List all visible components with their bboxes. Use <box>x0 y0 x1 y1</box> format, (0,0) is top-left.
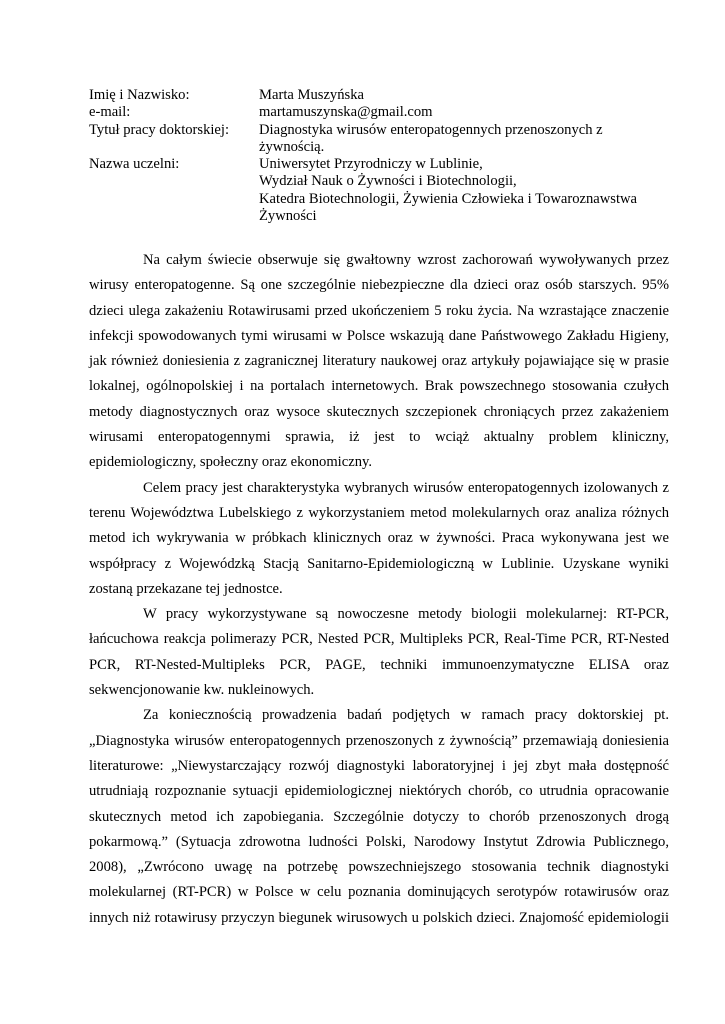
text-line: innych niż rotawirusy przyczyn biegunek wirusowych u polskich dzieci. Znajomość epidemiologii <box>89 909 669 926</box>
text-line: Na całym świecie obserwuje się gwałtowny wzrost zachorowań wywoływanych przez <box>143 252 669 268</box>
text-line: metod ich wykrywania w próbkach klinicznych oraz w żywności. Praca wykonywana jest we <box>89 530 669 547</box>
text-line: molekularnej (RT-PCR) w Polsce w celu poznania dominujących serotypów rotawirusów oraz <box>89 884 669 901</box>
text-line: Celem pracy jest charakterystyka wybranych wirusów enteropatogennych izolowanych z <box>143 479 669 496</box>
thesis-label: Tytuł pracy doktorskiej: <box>89 121 230 138</box>
body-text <box>89 248 669 931</box>
text-line: zostaną przekazane tej jednostce. <box>89 580 283 597</box>
text-line: 2008), „Zwrócono uwagę na potrzebę powszechniejszego stosowania technik diagnostyki <box>89 859 669 876</box>
paragraph-1 <box>89 248 669 476</box>
email-label: e-mail: <box>89 104 131 121</box>
email-value-text: martamuszynska@gmail.com <box>259 104 433 121</box>
university-line: Katedra Biotechnologii, Żywienia Człowieka i Towaroznawstwa <box>259 190 638 207</box>
paragraph-2 <box>89 476 669 602</box>
text-line: epidemiologiczny, społeczny oraz ekonomiczny. <box>89 454 372 471</box>
text-line: sekwencjonowanie kw. nukleinowych. <box>89 682 315 699</box>
text-line: metody diagnostycznych oraz wysoce skutecznych szczepionek chroniących przez zakażeniem <box>89 403 669 420</box>
text-line: PCR, RT-Nested-Multipleks PCR, PAGE, techniki immunoenzymatyczne ELISA oraz <box>89 656 669 673</box>
paragraph-4 <box>89 703 669 931</box>
text-line: literaturowe: „Niewystarczający rozwój diagnostyki laboratoryjnej i jej zbyt mała dostępność <box>89 757 669 774</box>
text-line: lokalnej, ogólnopolskiej i na portalach internetowych. Brak powszechnego stosowania czułych <box>89 378 669 395</box>
text-line: skutecznych metod ich zapobiegania. Szczególnie dotyczy to chorób przenoszonych drogą <box>89 808 669 825</box>
text-line: pokarmową.” (Sytuacja zdrowotna ludności Polski, Narodowy Instytut Zdrowia Publicznego, <box>89 833 669 850</box>
name-row <box>89 87 669 104</box>
text-line: infekcji spowodowanych tymi wirusami w Polsce wskazują dane Państwowego Zakładu Higieny, <box>89 327 669 344</box>
paragraph-3 <box>89 602 669 703</box>
text-line: terenu Województwa Lubelskiego z wykorzystaniem metod molekularnych oraz analiza różnych <box>89 504 669 521</box>
text-line: wirusy enteropatogenne. Są one szczególnie niebezpieczne dla dzieci oraz osób starszych. 95% <box>89 277 669 294</box>
university-line: Żywności <box>259 208 317 225</box>
name-label: Imię i Nazwisko: <box>89 87 190 103</box>
thesis-value <box>259 122 669 157</box>
text-line: wirusami enteropatogennymi sprawia, iż jest to wciąż aktualny problem kliniczny, <box>89 429 669 446</box>
author-info-block <box>89 87 669 225</box>
text-line: dzieci ulega zakażeniu Rotawirusami przed ukończeniem 5 roku życia. Na wzrastające znaczenie <box>89 302 669 319</box>
university-line: Uniwersytet Przyrodniczy w Lublinie, <box>259 156 483 173</box>
thesis-line: Diagnostyka wirusów enteropatogennych przenoszonych z <box>259 121 603 138</box>
name-value <box>259 87 669 104</box>
university-row <box>89 156 669 225</box>
text-line: jak również doniesienia z zagranicznej literatury naukowej oraz artykuły pojawiające się w prasie <box>89 353 669 370</box>
university-line: Wydział Nauk o Żywności i Biotechnologii, <box>259 173 517 190</box>
university-label: Nazwa uczelni: <box>89 156 180 173</box>
email-row <box>89 104 669 121</box>
text-line: „Diagnostyka wirusów enteropatogennych przenoszonych z żywnością” przemawiają doniesienia <box>89 732 669 749</box>
thesis-line: żywnością. <box>259 138 325 155</box>
text-line: łańcuchowa reakcja polimerazy PCR, Nested PCR, Multipleks PCR, Real-Time PCR, RT-Nested <box>89 631 669 648</box>
thesis-row <box>89 122 669 157</box>
text-line: Za koniecznością prowadzenia badań podjętych w ramach pracy doktorskiej pt. <box>143 707 669 724</box>
university-value <box>259 156 669 225</box>
text-line: W pracy wykorzystywane są nowoczesne metody biologii molekularnej: RT-PCR, <box>143 606 669 623</box>
name-value-text: Marta Muszyńska <box>259 87 364 103</box>
email-value <box>259 104 669 121</box>
text-line: utrudniają rozpoznanie sytuacji epidemiologicznej niektórych chorób, co utrudnia opracowanie <box>89 783 669 800</box>
text-line: współpracy z Wojewódzką Stacją Sanitarno-Epidemiologiczną w Lublinie. Uzyskane wyniki <box>89 555 669 572</box>
